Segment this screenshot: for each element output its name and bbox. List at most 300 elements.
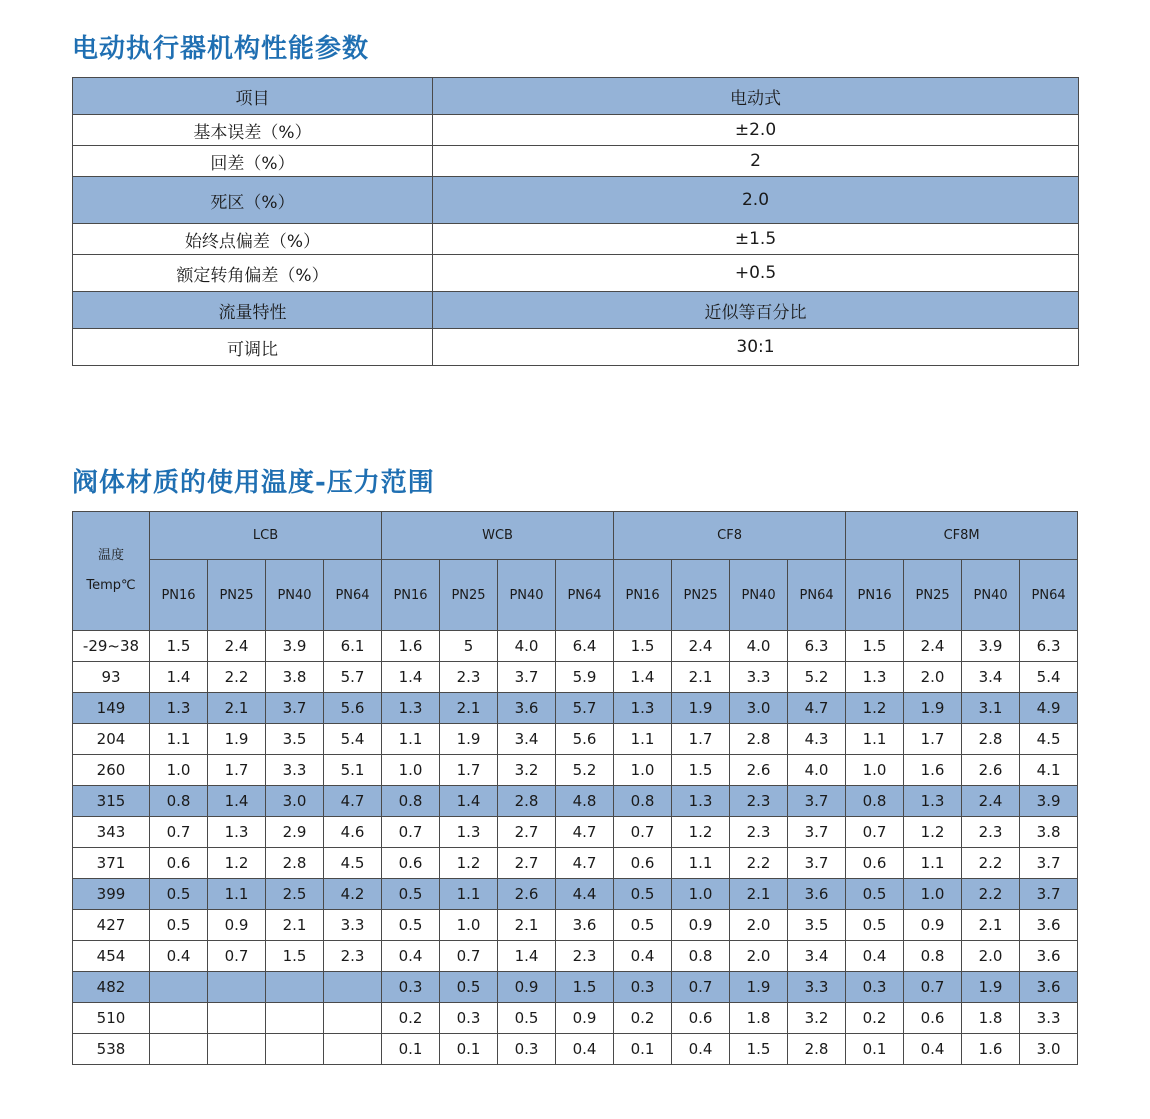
pressure-cell: 0.8 bbox=[614, 786, 672, 817]
table-row bbox=[73, 146, 1079, 177]
pressure-cell: 2.0 bbox=[730, 941, 788, 972]
pressure-cell: 1.5 bbox=[150, 631, 208, 662]
pressure-cell: 1.3 bbox=[440, 817, 498, 848]
pn-header-lcb-pn64: PN64 bbox=[324, 560, 382, 631]
table-row bbox=[73, 755, 1078, 786]
pressure-cell: 2.1 bbox=[672, 662, 730, 693]
pressure-cell: 2.1 bbox=[498, 910, 556, 941]
pressure-cell: 0.1 bbox=[382, 1034, 440, 1065]
pressure-cell: 1.7 bbox=[440, 755, 498, 786]
pressure-cell: 1.8 bbox=[962, 1003, 1020, 1034]
pressure-cell: 3.6 bbox=[1020, 972, 1078, 1003]
pressure-cell: 3.6 bbox=[1020, 910, 1078, 941]
grade-header-lcb: LCB bbox=[150, 512, 382, 560]
row-label: 回差（%） bbox=[73, 146, 433, 177]
pressure-cell: 2.8 bbox=[962, 724, 1020, 755]
table-row bbox=[73, 255, 1079, 292]
pressure-cell: 0.9 bbox=[556, 1003, 614, 1034]
pressure-cell: 0.1 bbox=[846, 1034, 904, 1065]
pressure-cell: 1.0 bbox=[382, 755, 440, 786]
table-row bbox=[73, 115, 1079, 146]
temperature-cell: 93 bbox=[73, 662, 150, 693]
grade-header-row bbox=[73, 512, 1078, 560]
pressure-cell: 1.1 bbox=[614, 724, 672, 755]
row-value: ±1.5 bbox=[433, 224, 1079, 255]
pressure-cell: 0.5 bbox=[614, 910, 672, 941]
grade-header-wcb: WCB bbox=[382, 512, 614, 560]
row-label: 流量特性 bbox=[73, 292, 433, 329]
pressure-cell: 0.2 bbox=[846, 1003, 904, 1034]
pressure-cell: 0.7 bbox=[904, 972, 962, 1003]
pressure-cell: 1.3 bbox=[904, 786, 962, 817]
temperature-cell: 482 bbox=[73, 972, 150, 1003]
table-row bbox=[73, 910, 1078, 941]
temperature-header-cn: 温度 bbox=[97, 548, 124, 563]
pressure-cell bbox=[324, 972, 382, 1003]
pn-header-lcb-pn40: PN40 bbox=[266, 560, 324, 631]
table-row bbox=[73, 941, 1078, 972]
pressure-cell: 0.5 bbox=[382, 879, 440, 910]
pressure-cell: 5.2 bbox=[788, 662, 846, 693]
pressure-cell bbox=[324, 1003, 382, 1034]
pn-header-cf8-pn40: PN40 bbox=[730, 560, 788, 631]
pressure-cell: 3.7 bbox=[788, 786, 846, 817]
pressure-cell: 2.2 bbox=[208, 662, 266, 693]
table-row bbox=[73, 1034, 1078, 1065]
pressure-cell: 1.3 bbox=[614, 693, 672, 724]
pressure-cell: 3.0 bbox=[1020, 1034, 1078, 1065]
temperature-cell: 260 bbox=[73, 755, 150, 786]
pressure-cell: 4.0 bbox=[730, 631, 788, 662]
grade-header-cf8m: CF8M bbox=[846, 512, 1078, 560]
pressure-cell: 3.6 bbox=[1020, 941, 1078, 972]
row-value: ±2.0 bbox=[433, 115, 1079, 146]
pressure-cell: 2.8 bbox=[266, 848, 324, 879]
pressure-cell: 5.4 bbox=[324, 724, 382, 755]
pressure-cell: 1.1 bbox=[208, 879, 266, 910]
pn-header-lcb-pn16: PN16 bbox=[150, 560, 208, 631]
pressure-cell: 0.3 bbox=[846, 972, 904, 1003]
pressure-cell: 2.4 bbox=[208, 631, 266, 662]
pressure-cell: 3.4 bbox=[788, 941, 846, 972]
pressure-cell: 3.1 bbox=[962, 693, 1020, 724]
pressure-cell: 0.6 bbox=[904, 1003, 962, 1034]
pressure-cell: 0.8 bbox=[904, 941, 962, 972]
pressure-cell: 2.3 bbox=[730, 786, 788, 817]
pressure-cell: 1.5 bbox=[614, 631, 672, 662]
pressure-cell: 1.5 bbox=[672, 755, 730, 786]
pn-header-cf8m-pn64: PN64 bbox=[1020, 560, 1078, 631]
pn-header-wcb-pn64: PN64 bbox=[556, 560, 614, 631]
pressure-cell: 0.2 bbox=[614, 1003, 672, 1034]
pressure-cell: 1.8 bbox=[730, 1003, 788, 1034]
pressure-cell: 0.7 bbox=[846, 817, 904, 848]
table-row bbox=[73, 1003, 1078, 1034]
pressure-cell: 2.8 bbox=[730, 724, 788, 755]
pressure-cell: 3.0 bbox=[266, 786, 324, 817]
pressure-cell: 0.1 bbox=[440, 1034, 498, 1065]
table-row bbox=[73, 329, 1079, 366]
pressure-cell: 2.0 bbox=[730, 910, 788, 941]
row-value: 30:1 bbox=[433, 329, 1079, 366]
pressure-cell: 1.9 bbox=[730, 972, 788, 1003]
pressure-cell: 1.0 bbox=[904, 879, 962, 910]
pressure-cell: 3.8 bbox=[266, 662, 324, 693]
table-row bbox=[73, 817, 1078, 848]
pressure-cell: 0.7 bbox=[382, 817, 440, 848]
pressure-cell bbox=[266, 1003, 324, 1034]
pressure-cell: 3.2 bbox=[498, 755, 556, 786]
pressure-cell: 0.5 bbox=[440, 972, 498, 1003]
table-row bbox=[73, 972, 1078, 1003]
table-row bbox=[73, 724, 1078, 755]
pn-header-cf8m-pn25: PN25 bbox=[904, 560, 962, 631]
pressure-cell: 1.6 bbox=[904, 755, 962, 786]
pressure-cell: 2.3 bbox=[324, 941, 382, 972]
pressure-cell: 1.9 bbox=[208, 724, 266, 755]
pressure-cell: 2.0 bbox=[904, 662, 962, 693]
pressure-cell: 4.1 bbox=[1020, 755, 1078, 786]
table-row bbox=[73, 177, 1079, 224]
column-header-item: 项目 bbox=[73, 78, 433, 115]
pressure-cell: 3.4 bbox=[498, 724, 556, 755]
pressure-cell: 3.7 bbox=[1020, 879, 1078, 910]
pressure-cell: 4.7 bbox=[556, 817, 614, 848]
pressure-cell: 4.3 bbox=[788, 724, 846, 755]
pn-header-wcb-pn40: PN40 bbox=[498, 560, 556, 631]
temperature-cell: 427 bbox=[73, 910, 150, 941]
pressure-cell bbox=[208, 972, 266, 1003]
pressure-cell: 5.7 bbox=[324, 662, 382, 693]
pressure-cell: 0.5 bbox=[498, 1003, 556, 1034]
pressure-cell: 2.3 bbox=[440, 662, 498, 693]
pressure-cell: 2.1 bbox=[440, 693, 498, 724]
row-value: 近似等百分比 bbox=[433, 292, 1079, 329]
pressure-cell: 5.6 bbox=[556, 724, 614, 755]
temperature-cell: 204 bbox=[73, 724, 150, 755]
pressure-cell: 4.5 bbox=[1020, 724, 1078, 755]
pressure-cell: 2.3 bbox=[730, 817, 788, 848]
pressure-cell bbox=[266, 1034, 324, 1065]
pressure-cell: 5.6 bbox=[324, 693, 382, 724]
pressure-cell: 4.7 bbox=[556, 848, 614, 879]
pressure-cell: 3.9 bbox=[266, 631, 324, 662]
pressure-cell: 0.4 bbox=[556, 1034, 614, 1065]
temperature-cell: 538 bbox=[73, 1034, 150, 1065]
pressure-cell: 4.9 bbox=[1020, 693, 1078, 724]
table-row bbox=[73, 631, 1078, 662]
pressure-cell: 2.3 bbox=[962, 817, 1020, 848]
pressure-cell: 3.7 bbox=[788, 848, 846, 879]
pressure-cell: 1.5 bbox=[266, 941, 324, 972]
pressure-cell: 1.2 bbox=[846, 693, 904, 724]
pressure-cell: 4.6 bbox=[324, 817, 382, 848]
pressure-cell: 4.8 bbox=[556, 786, 614, 817]
pressure-cell: 0.4 bbox=[382, 941, 440, 972]
temperature-cell: 510 bbox=[73, 1003, 150, 1034]
pn-header-wcb-pn25: PN25 bbox=[440, 560, 498, 631]
pressure-cell: 0.7 bbox=[440, 941, 498, 972]
pressure-cell: 6.3 bbox=[788, 631, 846, 662]
pressure-cell: 4.0 bbox=[788, 755, 846, 786]
pn-header-cf8-pn16: PN16 bbox=[614, 560, 672, 631]
pressure-cell: 0.2 bbox=[382, 1003, 440, 1034]
pressure-cell: 0.8 bbox=[150, 786, 208, 817]
pressure-cell: 1.3 bbox=[846, 662, 904, 693]
table-row bbox=[73, 292, 1079, 329]
pn-header-lcb-pn25: PN25 bbox=[208, 560, 266, 631]
pressure-cell bbox=[208, 1034, 266, 1065]
pressure-cell: 2.2 bbox=[962, 848, 1020, 879]
pressure-cell: 0.8 bbox=[382, 786, 440, 817]
pressure-cell: 0.9 bbox=[498, 972, 556, 1003]
pressure-cell: 1.4 bbox=[208, 786, 266, 817]
pressure-cell: 0.6 bbox=[672, 1003, 730, 1034]
pressure-cell: 0.8 bbox=[672, 941, 730, 972]
pressure-cell: 1.1 bbox=[150, 724, 208, 755]
pn-header-cf8m-pn40: PN40 bbox=[962, 560, 1020, 631]
pressure-cell: 1.0 bbox=[846, 755, 904, 786]
pressure-cell: 1.9 bbox=[672, 693, 730, 724]
pressure-cell: 1.7 bbox=[904, 724, 962, 755]
pressure-cell: 2.1 bbox=[208, 693, 266, 724]
pressure-cell: 2.0 bbox=[962, 941, 1020, 972]
pressure-cell: 3.7 bbox=[498, 662, 556, 693]
table-row bbox=[73, 848, 1078, 879]
pressure-cell: 2.6 bbox=[730, 755, 788, 786]
pressure-cell: 3.9 bbox=[1020, 786, 1078, 817]
pressure-cell bbox=[150, 1034, 208, 1065]
temperature-cell: -29~38 bbox=[73, 631, 150, 662]
pn-header-cf8m-pn16: PN16 bbox=[846, 560, 904, 631]
pressure-cell: 4.0 bbox=[498, 631, 556, 662]
pn-header-row bbox=[73, 560, 1078, 631]
table-header-row bbox=[73, 78, 1079, 115]
pressure-cell: 5.9 bbox=[556, 662, 614, 693]
row-label: 基本误差（%） bbox=[73, 115, 433, 146]
pressure-cell: 1.1 bbox=[846, 724, 904, 755]
pressure-cell: 6.1 bbox=[324, 631, 382, 662]
pressure-cell: 0.7 bbox=[614, 817, 672, 848]
pressure-cell: 3.7 bbox=[788, 817, 846, 848]
pressure-cell: 1.4 bbox=[382, 662, 440, 693]
grade-header-cf8: CF8 bbox=[614, 512, 846, 560]
pressure-cell: 0.3 bbox=[498, 1034, 556, 1065]
pressure-cell: 0.4 bbox=[672, 1034, 730, 1065]
pressure-cell: 2.8 bbox=[788, 1034, 846, 1065]
pressure-cell: 2.7 bbox=[498, 817, 556, 848]
pressure-cell: 3.8 bbox=[1020, 817, 1078, 848]
pressure-cell: 0.7 bbox=[150, 817, 208, 848]
table-row bbox=[73, 224, 1079, 255]
pressure-cell: 3.7 bbox=[266, 693, 324, 724]
table-row bbox=[73, 786, 1078, 817]
pressure-cell bbox=[208, 1003, 266, 1034]
pressure-cell: 1.6 bbox=[382, 631, 440, 662]
pressure-cell: 3.6 bbox=[788, 879, 846, 910]
pressure-cell: 0.9 bbox=[672, 910, 730, 941]
pressure-cell: 1.4 bbox=[498, 941, 556, 972]
pressure-cell: 4.7 bbox=[788, 693, 846, 724]
pressure-cell: 0.5 bbox=[150, 879, 208, 910]
pressure-cell: 0.4 bbox=[614, 941, 672, 972]
pressure-cell: 0.7 bbox=[208, 941, 266, 972]
pressure-cell: 3.3 bbox=[788, 972, 846, 1003]
pressure-cell: 0.5 bbox=[846, 879, 904, 910]
pressure-cell: 0.6 bbox=[846, 848, 904, 879]
pressure-cell: 1.1 bbox=[382, 724, 440, 755]
pressure-cell: 1.0 bbox=[614, 755, 672, 786]
pressure-cell bbox=[266, 972, 324, 1003]
table-row bbox=[73, 879, 1078, 910]
temperature-column-header bbox=[73, 512, 150, 631]
temperature-cell: 454 bbox=[73, 941, 150, 972]
pressure-cell: 3.0 bbox=[730, 693, 788, 724]
pressure-cell: 3.9 bbox=[962, 631, 1020, 662]
temperature-pressure-table bbox=[72, 511, 1078, 1065]
table-row bbox=[73, 662, 1078, 693]
pressure-cell: 1.7 bbox=[208, 755, 266, 786]
row-label: 可调比 bbox=[73, 329, 433, 366]
pressure-cell: 1.5 bbox=[556, 972, 614, 1003]
temperature-header-en: Temp℃ bbox=[86, 578, 136, 593]
pressure-cell: 0.3 bbox=[382, 972, 440, 1003]
row-label: 死区（%） bbox=[73, 177, 433, 224]
temperature-cell: 315 bbox=[73, 786, 150, 817]
actuator-performance-table bbox=[72, 77, 1079, 366]
pressure-cell: 1.3 bbox=[672, 786, 730, 817]
pressure-cell: 1.4 bbox=[614, 662, 672, 693]
pressure-cell: 1.5 bbox=[730, 1034, 788, 1065]
pressure-cell: 1.9 bbox=[962, 972, 1020, 1003]
pressure-cell: 3.6 bbox=[498, 693, 556, 724]
pressure-cell: 0.3 bbox=[614, 972, 672, 1003]
pressure-cell: 3.3 bbox=[324, 910, 382, 941]
pressure-cell: 1.9 bbox=[440, 724, 498, 755]
row-label: 额定转角偏差（%） bbox=[73, 255, 433, 292]
row-value: +0.5 bbox=[433, 255, 1079, 292]
pressure-cell: 1.3 bbox=[150, 693, 208, 724]
pressure-cell: 1.1 bbox=[440, 879, 498, 910]
pressure-cell: 0.5 bbox=[150, 910, 208, 941]
row-value: 2 bbox=[433, 146, 1079, 177]
pressure-cell: 5.4 bbox=[1020, 662, 1078, 693]
pressure-cell: 2.4 bbox=[962, 786, 1020, 817]
pressure-cell: 4.7 bbox=[324, 786, 382, 817]
pressure-cell: 1.4 bbox=[150, 662, 208, 693]
pressure-cell: 0.9 bbox=[208, 910, 266, 941]
pressure-cell: 3.4 bbox=[962, 662, 1020, 693]
pressure-cell: 1.2 bbox=[672, 817, 730, 848]
pressure-cell: 2.1 bbox=[266, 910, 324, 941]
pn-header-cf8-pn25: PN25 bbox=[672, 560, 730, 631]
pressure-cell: 1.4 bbox=[440, 786, 498, 817]
pressure-cell: 2.1 bbox=[730, 879, 788, 910]
pressure-cell: 3.6 bbox=[556, 910, 614, 941]
pressure-cell: 1.1 bbox=[904, 848, 962, 879]
section-title-temperature-pressure: 阀体材质的使用温度-压力范围 bbox=[72, 468, 435, 498]
pressure-cell: 3.3 bbox=[266, 755, 324, 786]
pressure-cell: 0.1 bbox=[614, 1034, 672, 1065]
pressure-cell: 1.5 bbox=[846, 631, 904, 662]
pressure-cell: 0.9 bbox=[904, 910, 962, 941]
pressure-cell bbox=[150, 972, 208, 1003]
pressure-cell: 3.3 bbox=[1020, 1003, 1078, 1034]
pressure-cell: 1.2 bbox=[440, 848, 498, 879]
pn-header-cf8-pn64: PN64 bbox=[788, 560, 846, 631]
pressure-cell: 0.3 bbox=[440, 1003, 498, 1034]
pressure-cell: 1.6 bbox=[962, 1034, 1020, 1065]
pressure-cell: 1.2 bbox=[904, 817, 962, 848]
pressure-cell: 0.7 bbox=[672, 972, 730, 1003]
pressure-cell: 0.6 bbox=[382, 848, 440, 879]
pressure-cell: 0.5 bbox=[382, 910, 440, 941]
pressure-cell: 3.5 bbox=[266, 724, 324, 755]
pressure-cell: 3.2 bbox=[788, 1003, 846, 1034]
pressure-cell: 1.2 bbox=[208, 848, 266, 879]
pressure-cell: 2.9 bbox=[266, 817, 324, 848]
temperature-cell: 371 bbox=[73, 848, 150, 879]
pressure-cell: 1.0 bbox=[440, 910, 498, 941]
section-title-actuator-performance: 电动执行器机构性能参数 bbox=[72, 34, 370, 64]
pressure-cell: 2.3 bbox=[556, 941, 614, 972]
pressure-cell: 1.3 bbox=[382, 693, 440, 724]
pressure-cell: 1.0 bbox=[672, 879, 730, 910]
pressure-cell: 2.6 bbox=[498, 879, 556, 910]
pressure-cell bbox=[324, 1034, 382, 1065]
temperature-cell: 149 bbox=[73, 693, 150, 724]
pressure-cell: 0.4 bbox=[846, 941, 904, 972]
pressure-cell: 5.1 bbox=[324, 755, 382, 786]
pressure-cell: 5.7 bbox=[556, 693, 614, 724]
pressure-cell: 0.6 bbox=[614, 848, 672, 879]
pressure-cell: 0.6 bbox=[150, 848, 208, 879]
pressure-cell: 2.2 bbox=[730, 848, 788, 879]
pressure-cell: 0.4 bbox=[150, 941, 208, 972]
pn-header-wcb-pn16: PN16 bbox=[382, 560, 440, 631]
pressure-cell: 5 bbox=[440, 631, 498, 662]
table-row bbox=[73, 693, 1078, 724]
temperature-cell: 399 bbox=[73, 879, 150, 910]
pressure-cell: 2.7 bbox=[498, 848, 556, 879]
row-value: 2.0 bbox=[433, 177, 1079, 224]
pressure-cell: 0.8 bbox=[846, 786, 904, 817]
pressure-cell: 1.1 bbox=[672, 848, 730, 879]
pressure-cell: 5.2 bbox=[556, 755, 614, 786]
pressure-cell: 1.7 bbox=[672, 724, 730, 755]
pressure-cell: 2.1 bbox=[962, 910, 1020, 941]
pressure-cell: 3.5 bbox=[788, 910, 846, 941]
pressure-cell bbox=[150, 1003, 208, 1034]
pressure-cell: 3.3 bbox=[730, 662, 788, 693]
pressure-cell: 0.5 bbox=[614, 879, 672, 910]
pressure-cell: 2.8 bbox=[498, 786, 556, 817]
pressure-cell: 4.4 bbox=[556, 879, 614, 910]
pressure-cell: 6.4 bbox=[556, 631, 614, 662]
pressure-cell: 4.2 bbox=[324, 879, 382, 910]
pressure-cell: 1.3 bbox=[208, 817, 266, 848]
pressure-cell: 1.0 bbox=[150, 755, 208, 786]
pressure-cell: 2.4 bbox=[672, 631, 730, 662]
pressure-cell: 6.3 bbox=[1020, 631, 1078, 662]
pressure-cell: 2.2 bbox=[962, 879, 1020, 910]
pressure-cell: 3.7 bbox=[1020, 848, 1078, 879]
row-label: 始终点偏差（%） bbox=[73, 224, 433, 255]
pressure-cell: 4.5 bbox=[324, 848, 382, 879]
pressure-cell: 2.5 bbox=[266, 879, 324, 910]
temperature-cell: 343 bbox=[73, 817, 150, 848]
pressure-cell: 0.4 bbox=[904, 1034, 962, 1065]
